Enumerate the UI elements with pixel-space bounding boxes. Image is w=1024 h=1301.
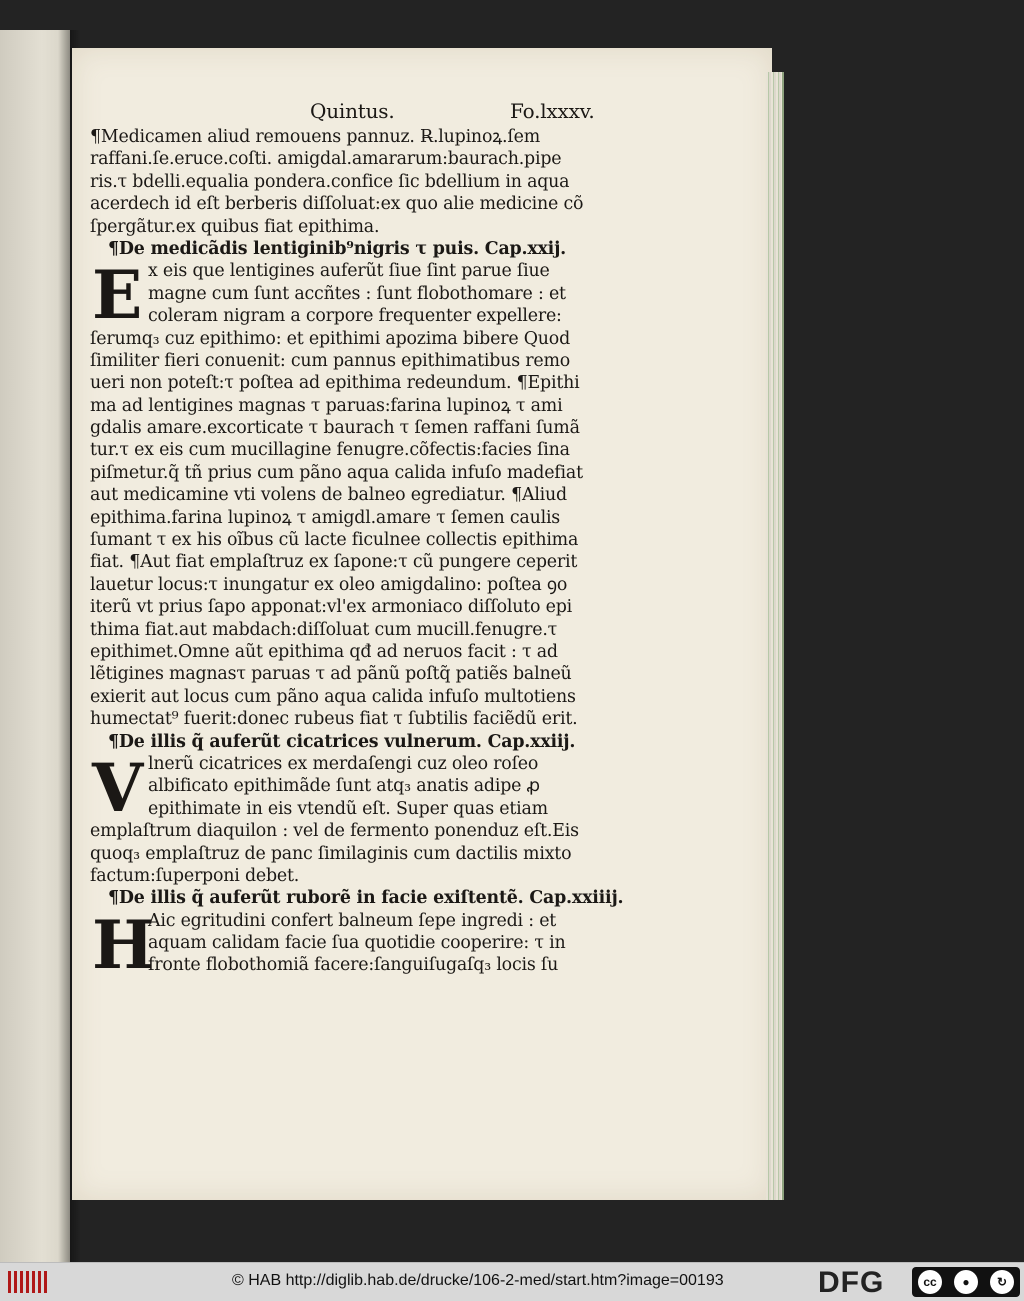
text-line: ma ad lentigines magnas τ paruas:farina lupinoꝝ τ ami <box>90 395 563 416</box>
text-line: piſmetur.q̃ tñ prius cum pãno aqua calida infuſo madefiat <box>90 462 583 483</box>
page-text <box>90 99 650 984</box>
text-line: lnerũ cicatrices ex merdaſengi cuz oleo roſeo <box>148 753 539 774</box>
text-line: aquam calidam facie ſua quotidie cooperire: τ in <box>148 933 566 954</box>
source-credit-link[interactable]: © HAB http://diglib.hab.de/drucke/106-2-med/start.htm?image=00193 <box>232 1272 724 1289</box>
barcode-icon <box>8 1271 47 1293</box>
text-line: gdalis amare.excorticate τ baurach τ ſemen raffani ſumã <box>90 418 580 439</box>
decorated-initial: H <box>92 905 155 984</box>
text-line: fiat. ¶Aut fiat emplaſtruz ex ſapone:τ cũ pungere ceperit <box>90 552 578 573</box>
text-line: lẽtigines magnasτ paruas τ ad pãnũ poſtq̃ patiẽs balneũ <box>90 664 572 685</box>
text-line: exierit aut locus cum pãno aqua calida infuſo multotiens <box>90 686 576 707</box>
text-line: epithimet.Omne aũt epithima qđ ad neruos facit : τ ad <box>90 641 558 662</box>
by-attribution-icon: ● <box>954 1270 978 1294</box>
chapter-body <box>90 328 650 731</box>
decorated-initial: V <box>92 748 144 827</box>
text-line: humectat⁹ fuerit:donec rubeus fiat τ ſubtilis faciẽdũ erit. <box>90 709 578 730</box>
text-line: emplaſtrum diaquilon : vel de fermento ponenduz eſt.Eis <box>90 821 579 842</box>
text-line: quoq₃ emplaſtruz de panc ſimilaginis cum dactilis mixto <box>90 843 572 864</box>
text-line: tur.τ ex eis cum mucillagine fenugre.cõfectis:facies ſina <box>90 440 570 461</box>
text-line: epithima.farina lupinoꝝ τ amigdl.amare τ ſemen caulis <box>90 507 561 528</box>
text-line: lauetur locus:τ inungatur ex oleo amigdalino: poſtea ꝯo <box>90 574 568 595</box>
text-line: magne cum ſunt accñtes : ſunt flobothomare : et <box>148 283 566 304</box>
decorated-initial-block <box>90 905 650 984</box>
chapter-heading: ¶De illis q̃ auferũt ruborẽ in facie exiſtentẽ. Cap.xxiiij. <box>108 888 624 909</box>
decorated-initial-block <box>90 748 650 827</box>
text-line: thima fiat.aut mabdach:diſſoluat cum mucill.fenugre.τ <box>90 619 558 640</box>
text-line: ris.τ bdelli.equalia pondera.confice ſic bdellium in aqua <box>90 171 570 192</box>
cc-icon: cc <box>918 1270 942 1294</box>
text-line: albificato epithimãde ſunt atq₃ anatis adipe ꝓ <box>148 776 540 797</box>
text-line: acerdech id eſt berberis diſſoluat:ex quo alie medicine cõ <box>90 194 584 215</box>
folio-number: Fo.lxxxv. <box>510 99 595 123</box>
page-fore-edge <box>766 72 784 1200</box>
decorated-initial: E <box>92 256 143 335</box>
text-line: raffani.ſe.eruce.coſti. amigdal.amararum:baurach.pipe <box>90 149 562 170</box>
text-line: iterũ vt prius ſapo apponat:vl'ex armoniaco diſſoluto epi <box>90 597 573 618</box>
text-line: ¶Medicamen aliud remouens pannuz. R̶.lupinoꝝ.ſem <box>90 127 541 147</box>
text-line: ſimiliter fieri conuenit: cum pannus epithimatibus remo <box>90 350 571 371</box>
sa-share-alike-icon: ↻ <box>990 1270 1014 1294</box>
text-line: x eis que lentigines auferũt ſiue ſint parue ſiue <box>148 261 550 282</box>
text-line: ſumant τ ex his oĩbus cũ lacte ficulnee collectis epithima <box>90 530 579 551</box>
cc-license-badge[interactable] <box>912 1267 1020 1297</box>
viewer-footer <box>0 1262 1024 1301</box>
intro-paragraph <box>90 126 650 238</box>
text-line: ueri non poteſt:τ poſtea ad epithima redeundum. ¶Epithi <box>90 373 580 394</box>
decorated-initial-block <box>90 256 650 335</box>
chapter-body <box>90 820 650 887</box>
text-line: Aic egritudini confert balneum ſepe ingredi : et <box>148 910 557 931</box>
text-line: aut medicamine vti volens de balneo egrediatur. ¶Aliud <box>90 485 567 506</box>
text-line: ſerumq₃ cuz epithimo: et epithimi apozima bibere Quod <box>90 328 570 349</box>
text-line: epithimate in eis vtendũ eſt. Super quas etiam <box>148 798 548 819</box>
chapter-heading: ¶De medicãdis lentiginib⁹nigris τ puis. Cap.xxij. <box>108 238 567 259</box>
text-line: ſpergãtur.ex quibus fiat epithima. <box>90 216 380 237</box>
text-line: factum:ſuperponi debet. <box>90 865 300 886</box>
chapter-heading: ¶De illis q̃ auferũt cicatrices vulnerum. Cap.xxiij. <box>108 731 576 752</box>
text-line: fronte flobothomiã facere:ſanguiſugaſq₃ locis ſu <box>148 955 559 976</box>
running-head: Quintus. <box>310 99 395 123</box>
page-header <box>90 100 650 124</box>
text-line: coleram nigram a corpore frequenter expellere: <box>148 306 562 327</box>
dfg-logo[interactable]: DFG <box>818 1266 885 1299</box>
